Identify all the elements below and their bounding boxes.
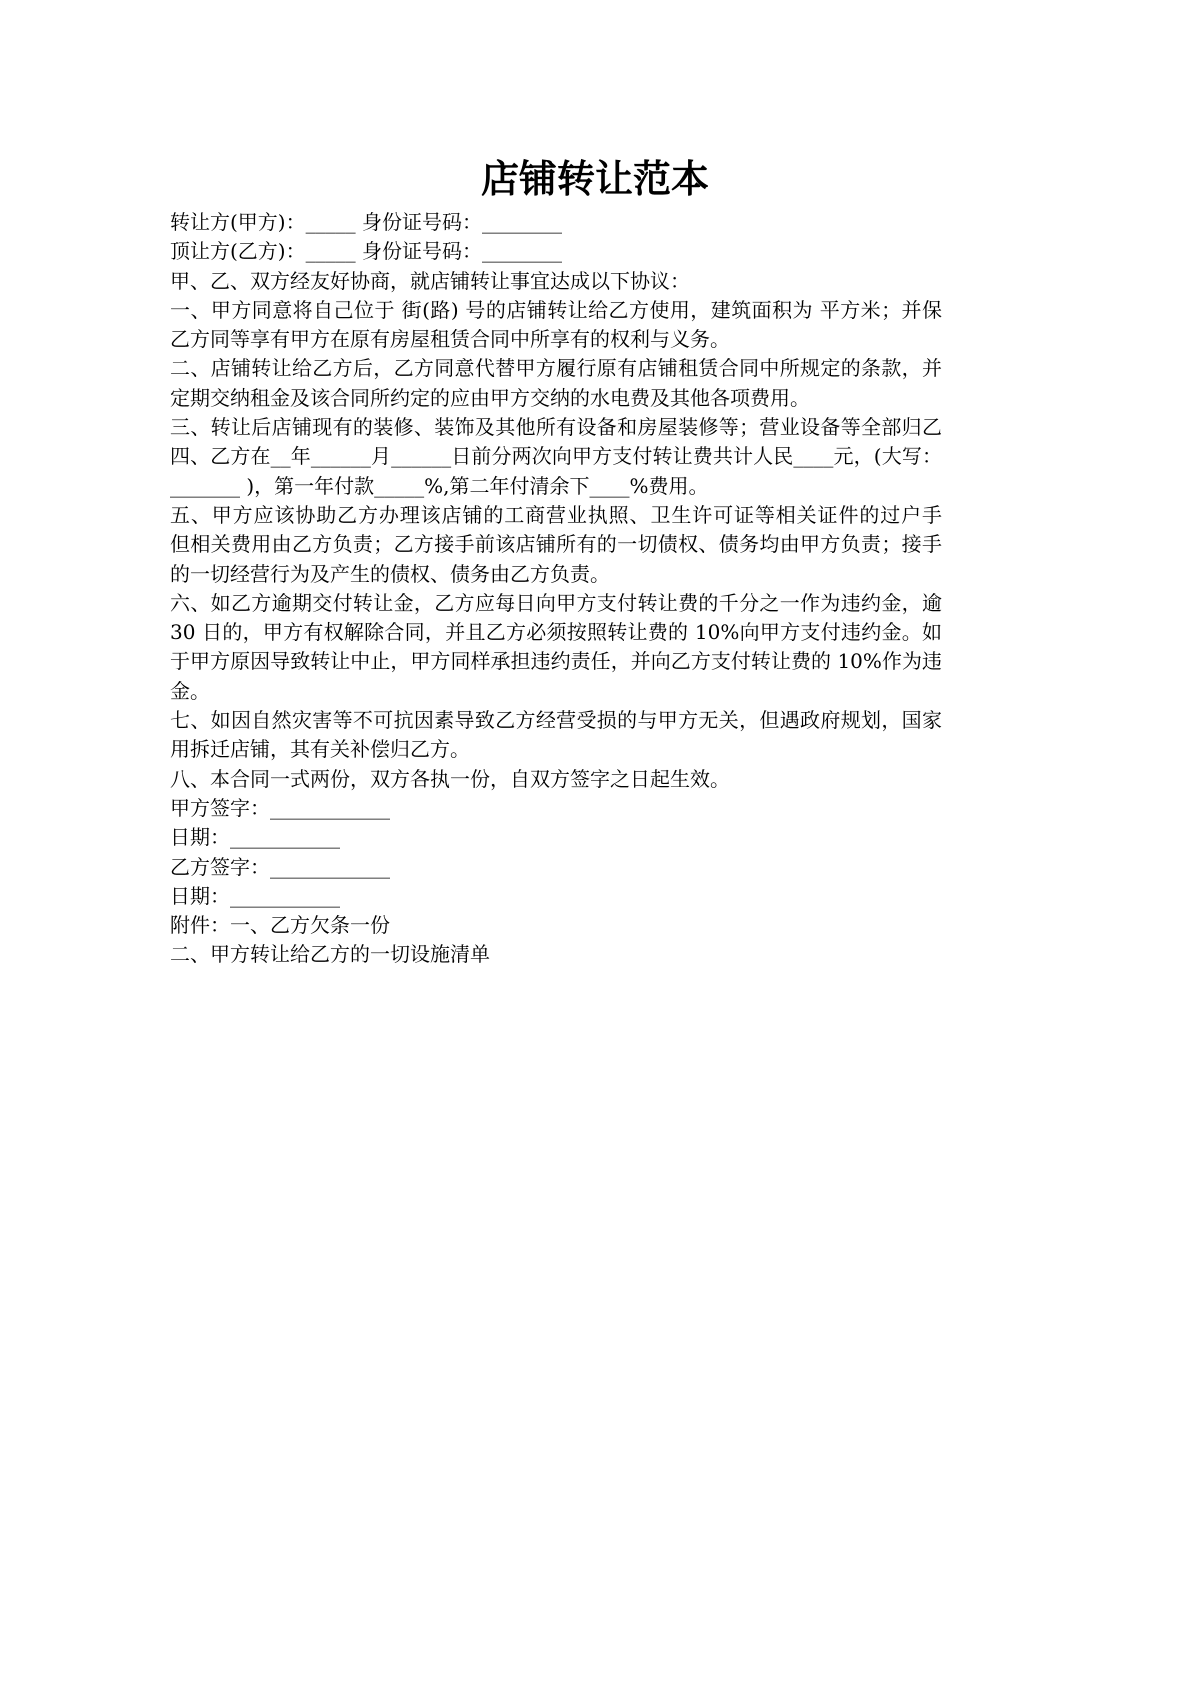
document-line: 30 日的，甲方有权解除合同，并且乙方必须按照转让费的 10%向甲方支付违约金。如 bbox=[170, 620, 942, 645]
document-line: 于甲方原因导致转让中止，甲方同样承担违约责任，并向乙方支付转让费的 10%作为违 bbox=[170, 649, 942, 674]
document-line: 转让方(甲方)：_____ 身份证号码：________ bbox=[170, 210, 562, 234]
document-line: 一、甲方同意将自己位于 街(路) 号的店铺转让给乙方使用，建筑面积为 平方米；并保 bbox=[170, 297, 942, 322]
document-line: 二、甲方转让给乙方的一切设施清单 bbox=[170, 942, 490, 967]
document-line: 甲、乙、双方经友好协商，就店铺转让事宜达成以下协议： bbox=[170, 268, 690, 293]
document-line: 金。 bbox=[170, 678, 210, 703]
document-line: 顶让方(乙方)：_____ 身份证号码：________ bbox=[170, 239, 562, 264]
document-line: 四、乙方在__年______月______日前分两次向甲方支付转让费共计人民____元，(大写： bbox=[170, 444, 942, 469]
document-line: 六、如乙方逾期交付转让金，乙方应每日向甲方支付转让费的千分之一作为违约金，逾 bbox=[170, 590, 942, 615]
document-line: 甲方签字：____________ bbox=[170, 795, 390, 820]
document-line: 定期交纳租金及该合同所约定的应由甲方交纳的水电费及其他各项费用。 bbox=[170, 385, 810, 410]
document-line: _______ )，第一年付款_____%,第二年付清余下____%费用。 bbox=[170, 473, 709, 498]
document-line: 附件：一、乙方欠条一份 bbox=[170, 913, 390, 938]
document-line: 五、甲方应该协助乙方办理该店铺的工商营业执照、卫生许可证等相关证件的过户手 bbox=[170, 502, 942, 527]
document-title: 店铺转让范本 bbox=[480, 156, 709, 201]
document-line: 但相关费用由乙方负责；乙方接手前该店铺所有的一切债权、债务均由甲方负责；接手 bbox=[170, 532, 942, 557]
document-line: 八、本合同一式两份，双方各执一份，自双方签字之日起生效。 bbox=[170, 766, 730, 791]
document-line: 日期：___________ bbox=[170, 883, 340, 908]
document-line: 七、如因自然灾害等不可抗因素导致乙方经营受损的与甲方无关，但遇政府规划，国家 bbox=[170, 708, 942, 733]
document-line: 乙方签字：____________ bbox=[170, 854, 390, 879]
document-line: 日期：___________ bbox=[170, 825, 340, 850]
document-line: 的一切经营行为及产生的债权、债务由乙方负责。 bbox=[170, 561, 610, 586]
document-body bbox=[170, 208, 942, 970]
document-line: 二、店铺转让给乙方后，乙方同意代替甲方履行原有店铺租赁合同中所规定的条款，并 bbox=[170, 356, 942, 381]
document-line: 乙方同等享有甲方在原有房屋租赁合同中所享有的权利与义务。 bbox=[170, 327, 730, 352]
document-line: 三、转让后店铺现有的装修、装饰及其他所有设备和房屋装修等；营业设备等全部归乙 bbox=[170, 415, 942, 440]
document-line: 用拆迁店铺，其有关补偿归乙方。 bbox=[170, 737, 470, 762]
